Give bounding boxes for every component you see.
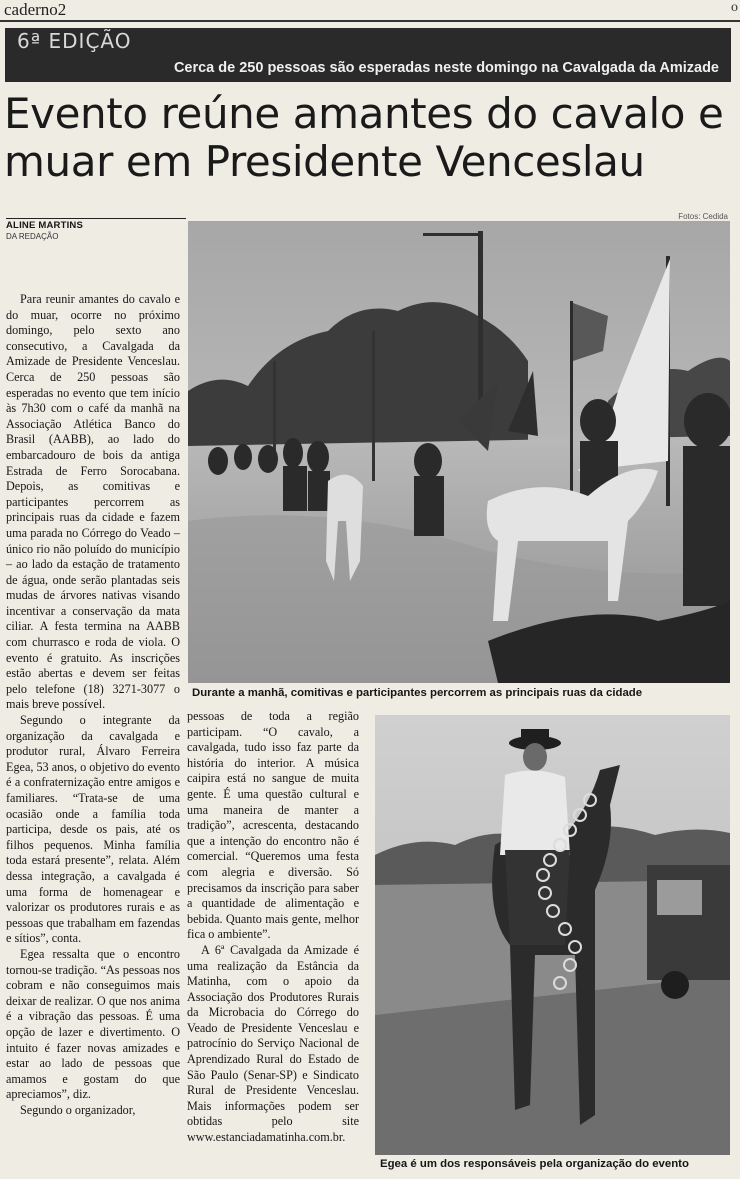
section-name: caderno2 bbox=[4, 0, 67, 19]
page-marker: o bbox=[731, 0, 738, 15]
paragraph: Para reunir amantes do cavalo e do muar, ocorre no próximo domingo, pelo sexto ano consecutivo, a Cavalgada da Amizade de Presidente Venceslau. Cerca de 250 pessoas são esperadas no evento que tem início às 7h30 com o café da manhã na Associação Atlética Banco do Brasil (AABB), ao lado do embarcadouro de bois da antiga Estrada de Ferro Sorocabana. Depois, as comitivas e participantes percorrem as principais ruas da cidade e fazem uma parada no Córrego do Veado – único rio não poluído do município – ao lado da estação de tratamento de água, onde serão plantadas seis mudas de árvores nativas visando incentivar a conservação da mata ciliar. A festa termina na AABB com churrasco e roda de viola. O evento é gratuito. As inscrições estão abertas e devem ser feitas pelo telefone (18) 3271-3077 o mais breve possível. bbox=[6, 292, 180, 712]
photo-caption-1: Durante a manhã, comitivas e participantes percorrem as principais ruas da cidade bbox=[192, 687, 643, 699]
edition-banner bbox=[5, 28, 731, 82]
top-rule bbox=[0, 20, 740, 22]
paragraph: Segundo o organizador, bbox=[20, 1102, 136, 1117]
paragraph: pessoas de toda a região participam. “O cavalo, a cavalgada, tudo isso faz parte da história do interior. A música caipira está no sangue de muita gente. É uma questão cultural e uma maneira de manter a tradição”, acrescenta, destacando que a intenção do encontro não é comercial. “Queremos uma festa com alegria e diversão. Só precisamos da inscrição para saber a quantidade de alimentação e bebida. Quanto mais gente, melhor fica o ambiente”. bbox=[187, 709, 359, 942]
rider-photo-image bbox=[375, 715, 730, 1155]
photo-caption-2: Egea é um dos responsáveis pela organização do evento bbox=[380, 1158, 689, 1170]
banner-subtitle: Cerca de 250 pessoas são esperadas neste domingo na Cavalgada da Amizade bbox=[173, 60, 719, 76]
paragraph: Segundo o integrante da organização da cavalgada e produtor rural, Álvaro Ferreira Egea, 53 anos, o objetivo do evento é a confraternização entre amigos e familiares. “Trata-se de uma ocasião onde a família toda participa, desde os pais, até os filhos pequenos. Minha família toda estará presente”, relata. Além dessa integração, a cavalgada é uma forma de homenagear e valorizar os produtores rurais e as pessoas que trabalham em fazendas e sítios”, conta. bbox=[6, 713, 180, 946]
cavalcade-photo bbox=[188, 221, 730, 683]
byline-author: ALINE MARTINS bbox=[6, 220, 84, 231]
paragraph: Egea ressalta que o encontro tornou-se tradição. “As pessoas nos cobram e não conseguimos mais deixar de realizar. O que nos anima é a vibração das pessoas. É uma opção de lazer e divertimento. O intuito é fazer novas amizades e estar ao lado de pessoas que amamos e gostam do que apreciamos”, diz. bbox=[6, 946, 180, 1102]
paragraph: A 6ª Cavalgada da Amizade é uma realização da Estância da Matinha, com o apoio da Associação dos Produtores Rurais da Microbacia do Córrego do Veado de Presidente Venceslau e patrocínio do Serviço Nacional de Aprendizado Rural do Estado de São Paulo (Senar-SP) e Sindicato Rural de Presidente Venceslau. Mais informações podem ser obtidas pelo site www.estanciadamatinha.com.br. bbox=[187, 942, 359, 1145]
headline: Evento reúne amantes do cavalo e muar em Presidente Venceslau bbox=[4, 89, 724, 186]
cavalcade-photo-image bbox=[188, 221, 730, 683]
body-column-1 bbox=[6, 292, 180, 1118]
body-column-2 bbox=[187, 709, 359, 1146]
byline-rule bbox=[6, 218, 186, 219]
rider-photo bbox=[375, 715, 730, 1155]
edition-label: 6ª EDIÇÃO bbox=[17, 29, 132, 53]
byline-desk: DA REDAÇÃO bbox=[6, 232, 59, 241]
photo-credit: Fotos: Cedida bbox=[678, 212, 728, 221]
